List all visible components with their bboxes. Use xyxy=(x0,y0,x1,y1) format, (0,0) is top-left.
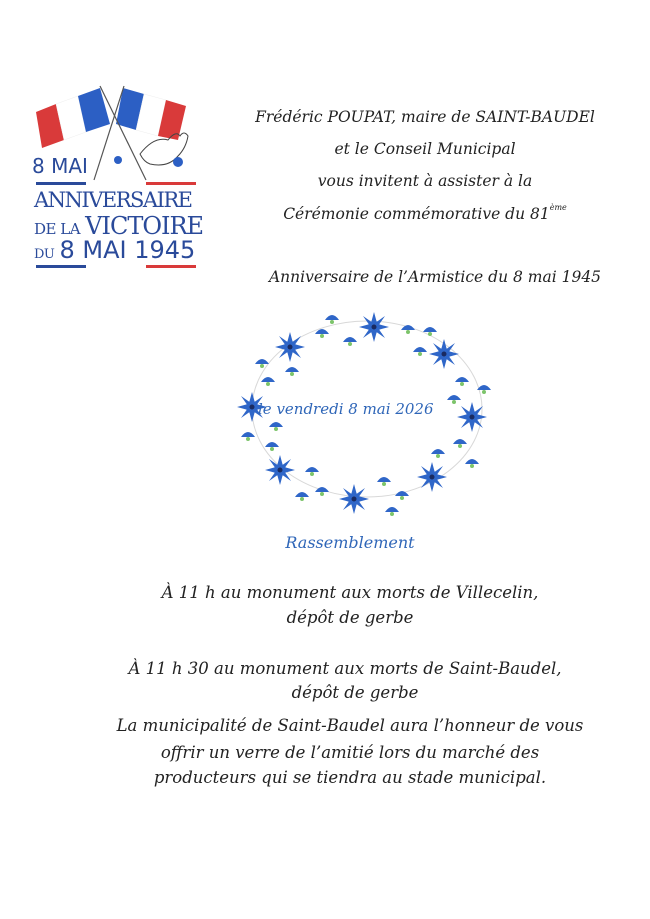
invite-line: vous invitent à assister à la xyxy=(317,172,533,190)
program-item-villecelin: À 11 h au monument aux morts de Villecelin, xyxy=(161,583,539,602)
closing-line-3: producteurs qui se tiendra au stade municipal. xyxy=(153,768,547,787)
armistice-line: Anniversaire de l’Armistice du 8 mai 1945 xyxy=(268,268,602,286)
cornflower-icon xyxy=(114,156,122,164)
victory-anniversary-logo xyxy=(28,82,203,272)
closing-line-2: offrir un verre de l’amitié lors du marché des xyxy=(160,743,540,762)
logo-victory-line: DE LA VICTOIRE xyxy=(34,212,204,240)
council-line: et le Conseil Municipal xyxy=(334,140,516,158)
program-title: Rassemblement xyxy=(285,533,415,552)
program-item-saint-baudel: À 11 h 30 au monument aux morts de Saint-Baudel, xyxy=(128,659,562,678)
program-item-saint-baudel-detail: dépôt de gerbe xyxy=(291,683,419,702)
ceremony-line: Cérémonie commémorative du 81ème xyxy=(283,203,567,223)
invitation-header xyxy=(200,0,650,300)
logo-anniversary: ANNIVERSAIRE xyxy=(34,188,192,212)
closing-line-1: La municipalité de Saint-Baudel aura l’honneur de vous xyxy=(116,716,584,735)
event-date: le vendredi 8 mai 2026 xyxy=(258,400,434,418)
cornflower-icon xyxy=(173,157,183,167)
logo-date: 8 MAI xyxy=(32,154,88,178)
program-item-villecelin-detail: dépôt de gerbe xyxy=(286,608,414,627)
mayor-line: Frédéric POUPAT, maire de SAINT-BAUDEl xyxy=(255,108,595,126)
logo-year-line: DU 8 MAI 1945 xyxy=(34,236,196,264)
